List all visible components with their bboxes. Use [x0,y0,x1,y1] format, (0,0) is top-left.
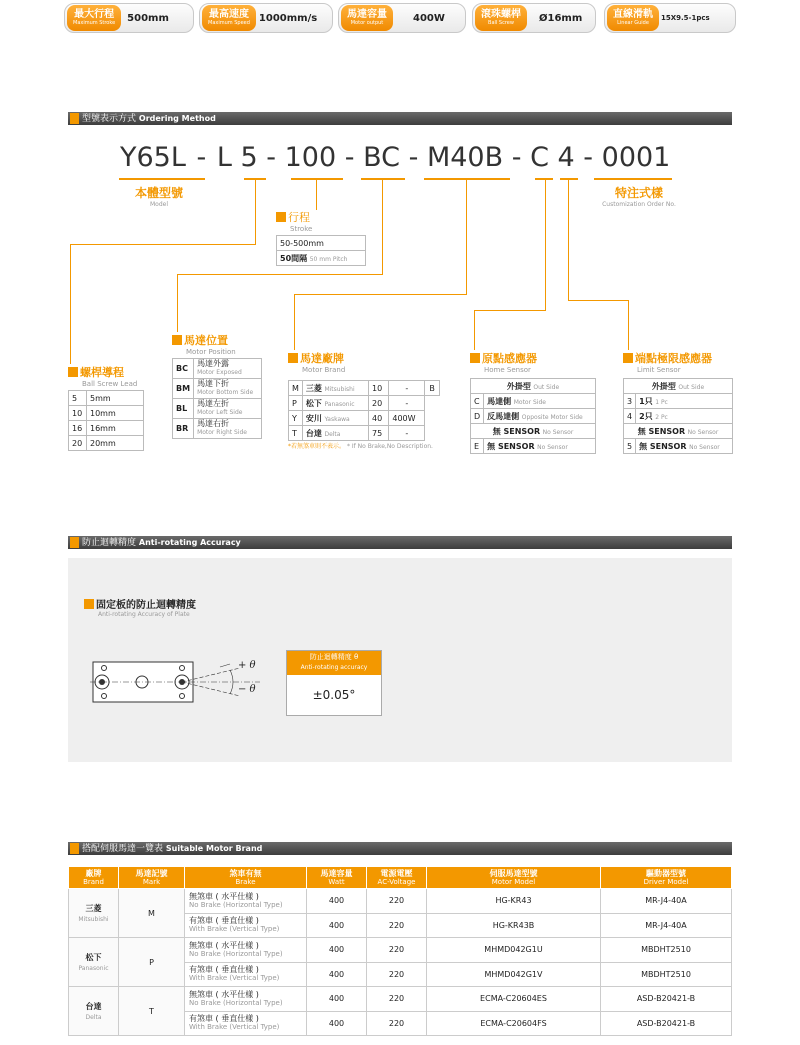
limit-sensor-box: 端點極限感應器 Limit Sensor 外掛型 Out Side 3 1只 1 Pc 4 2只 2 Pc 無 SENSOR No Sensor 5 無 SENSOR No Sensor [623,350,735,454]
section-bar-accuracy: 防止迴轉精度 Anti-rotating Accuracy [68,536,732,549]
home-sensor-box: 原點感應器 Home Sensor 外掛型 Out Side C 馬達側 Motor Side D 反馬達側 Opposite Motor Side 無 SENSOR No Sensor E 無 SENSOR No Sensor [470,350,598,454]
table-row: 有煞車 ( 垂直仕樣 ) With Brake (Vertical Type) 400 220 ECMA-C20604FS ASD-B20421-B [69,1011,732,1036]
spec-motor-output: 馬達容量 Motor output 400W [338,3,466,33]
spec-value: 15X9.5-1pcs [661,14,710,22]
model-code: Y65L - L 5 - 100 - BC - M40B - C 4 - 0001 [120,142,671,173]
table-row: 台達 Delta T 無煞車 ( 水平仕樣 ) No Brake (Horizontal Type) 400 220 ECMA-C20604ES ASD-B20421-B [69,987,732,1012]
table-row: 三菱 Mitsubishi M 無煞車 ( 水平仕樣 ) No Brake (Horizontal Type) 400 220 HG-KR43 MR-J4-40A [69,889,732,914]
spec-linear-guide: 直線滑軌 Linear Guide 15X9.5-1pcs [604,3,736,33]
spec-speed: 最高速度 Maximum Speed 1000mm/s [199,3,333,33]
spec-value: 400W [413,12,445,24]
table-row: 有煞車 ( 垂直仕樣 ) With Brake (Vertical Type) 400 220 MHMD042G1V MBDHT2510 [69,962,732,987]
spec-value: 500mm [127,12,169,24]
spec-value: 1000mm/s [258,12,318,24]
minus-theta-label: − θ [238,684,256,695]
section-bar-motors: 搭配伺服馬達一覽表 Suitable Motor Brand [68,842,732,855]
plate-diagram [90,654,290,716]
spec-value: Ø16mm [539,12,583,24]
accuracy-panel: 固定板的防止迴轉精度 Anti-rotating Accuracy of Plate + θ − θ 防止迴轉精度 θ Anti-rotating accuracy ±0.05° [68,558,732,762]
model-label: 本體型號 Model [134,186,183,208]
brand-box: 馬達廠牌 Motor Brand M 三菱 Mitsubishi 10 - B P 松下 Panasonic 20 - Y 安川 Yaskawa 40 400W T 台達 Delta 75 - *若無煞車則不表示。 * If No Brake,No Description. [288,350,444,450]
motor-table: 廠牌 Brand 馬達記號 Mark 煞車有無 Brake 馬達容量 Watt 電源電壓 AC-Voltage 伺服馬達型號 Motor Model 驅動器型號 Driver Model 三菱 Mitsubishi M 無煞車 ( 水平仕樣 ) No Brake (Horizontal Type) 400 220 HG-KR43 MR-J4-40A 有煞車 ( 垂直仕樣 ) With Brake (Vertical Type) 400 220 HG-KR43B MR-J4-40A 松下 Panasonic P 無煞車 ( 水平仕樣 ) No Brake (Horizontal Type) 400 220 MHMD042G1U MBDHT2510 有煞車 ( 垂直仕樣 ) With Brake (Vertical Type) 400 220 MHMD042G1V MBDHT2510 台達 Delta T 無煞車 ( 水平仕樣 ) No Brake (Horizontal Type) 400 220 ECMA-C20604ES ASD-B20421-B 有煞車 ( 垂直仕樣 ) With Brake (Vertical Type) 400 220 ECMA-C20604FS ASD-B20421-B [68,866,732,1036]
table-row: 有煞車 ( 垂直仕樣 ) With Brake (Vertical Type) 400 220 HG-KR43B MR-J4-40A [69,913,732,938]
accuracy-value: ±0.05° [312,688,356,702]
spec-stroke: 最大行程 Maximum Stroke 500mm [64,3,194,33]
plus-theta-label: + θ [238,660,256,671]
accuracy-title: 固定板的防止迴轉精度 [96,600,196,611]
lead-box: 螺桿導程 Ball Screw Lead 5 5mm 10 10mm 16 16mm 20 20mm [68,364,148,451]
accuracy-value-box: 防止迴轉精度 θ Anti-rotating accuracy ±0.05° [286,650,382,716]
table-row: 松下 Panasonic P 無煞車 ( 水平仕樣 ) No Brake (Horizontal Type) 400 220 MHMD042G1U MBDHT2510 [69,938,732,963]
position-box: 馬達位置 Motor Position BC 馬達外露 Motor Exposed BM 馬達下折 Motor Bottom Side BL 馬達左折 Motor Left Side BR 馬達右折 Motor Right Side [172,332,264,439]
section-bar-ordering: 型號表示方式 Ordering Method [68,112,732,125]
stroke-box: 行程 Stroke 50-500mm 50間隔 50 mm Pitch [276,209,366,266]
spec-ball-screw: 滾珠螺桿 Ball Screw Ø16mm [472,3,596,33]
custom-label: 特注式樣 Customization Order No. [602,186,676,208]
